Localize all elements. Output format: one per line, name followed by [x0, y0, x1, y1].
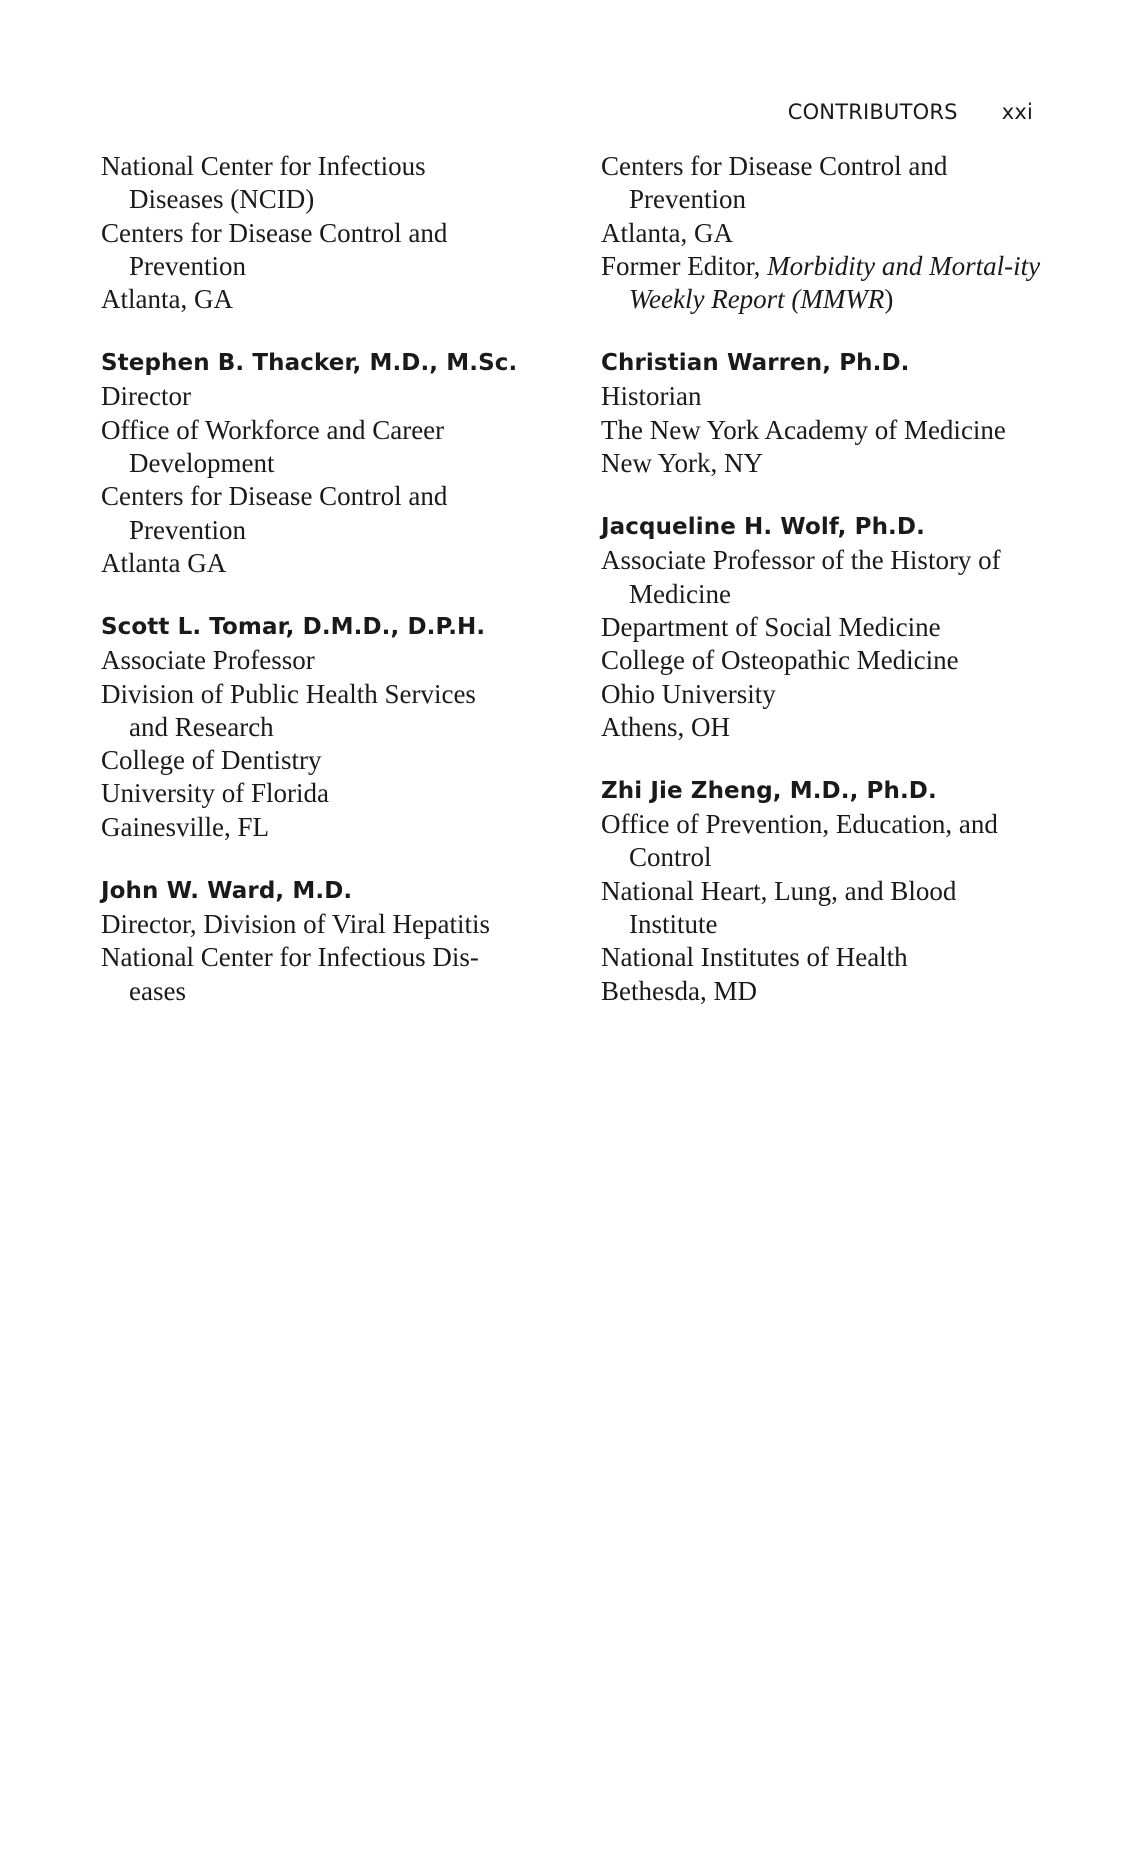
contributor-name: Scott L. Tomar, D.M.D., D.P.H. [101, 614, 486, 641]
contributor-name: Zhi Jie Zheng, M.D., Ph.D. [601, 778, 937, 805]
affiliation-line: New York, NY [601, 448, 764, 479]
contributor-entry [101, 611, 521, 844]
running-head [788, 100, 1033, 124]
contributor-name: Stephen B. Thacker, M.D., M.Sc. [101, 350, 518, 377]
contributor-entry [601, 150, 1041, 316]
affiliation-line: Atlanta, GA [601, 217, 733, 248]
affiliation-line: Director [101, 381, 191, 412]
contributor-name: Jacqueline H. Wolf, Ph.D. [601, 514, 925, 541]
affiliation-line: Atlanta GA [101, 547, 227, 578]
affiliation-line: College of Osteopathic Medicine [601, 645, 959, 676]
section-title: CONTRIBUTORS [787, 100, 958, 124]
affiliation-line: Gainesville, FL [101, 811, 269, 842]
affiliation-line: University of Florida [101, 778, 329, 809]
contributor-entry [101, 875, 521, 1008]
affiliation-line: Director, Division of Viral Hepatitis [101, 909, 490, 940]
affiliation-line: Bethesda, MD [601, 975, 757, 1006]
contributor-entry [601, 347, 1041, 480]
affiliation-line: Ohio University [601, 678, 776, 709]
contributor-name: John W. Ward, M.D. [101, 878, 353, 905]
affiliation-line: National Institutes of Health [601, 942, 908, 973]
affiliation-line: Associate Professor of the History of Medicine [601, 545, 1001, 609]
page-number: xxi [1001, 100, 1033, 124]
affiliation-line: Department of Social Medicine [601, 611, 941, 642]
contributor-entry [101, 347, 521, 580]
affiliation-line: Office of Workforce and Career Development [101, 414, 445, 479]
affiliation-line: Athens, OH [601, 711, 730, 742]
left-column [101, 150, 521, 1039]
contributor-entry [101, 150, 521, 316]
editor-prefix: Former Editor, [601, 250, 768, 281]
affiliation-line: The New York Academy of Medicine [601, 414, 1006, 445]
affiliation-line: Office of Prevention, Education, and Control [601, 809, 998, 873]
affiliation-line: College of Dentistry [101, 745, 322, 776]
editor-line [601, 250, 1041, 317]
affiliation-line: Associate Professor [101, 645, 315, 676]
affiliation-line: National Center for Infectious Dis-eases [101, 942, 479, 1006]
affiliation-line: Atlanta, GA [101, 284, 233, 315]
affiliation-line: National Center for Infectious Diseases (NCID) [101, 151, 426, 215]
affiliation-line: Historian [601, 381, 702, 412]
contributor-name: Christian Warren, Ph.D. [601, 350, 910, 377]
contributor-entry [601, 511, 1041, 744]
contributor-entry [601, 775, 1041, 1008]
editor-suffix: ) [884, 284, 894, 315]
publication-title: Morbidity and Mortal-ity Weekly Report (MMWR [629, 250, 1041, 315]
right-column [601, 150, 1041, 1039]
affiliation-line: Centers for Disease Control and Prevention [601, 151, 948, 215]
affiliation-line: Centers for Disease Control and Prevention [101, 217, 448, 281]
affiliation-line: National Heart, Lung, and Blood Institute [601, 875, 957, 940]
affiliation-line: Division of Public Health Services and Research [101, 678, 476, 742]
affiliation-line: Centers for Disease Control and Prevention [101, 481, 448, 545]
